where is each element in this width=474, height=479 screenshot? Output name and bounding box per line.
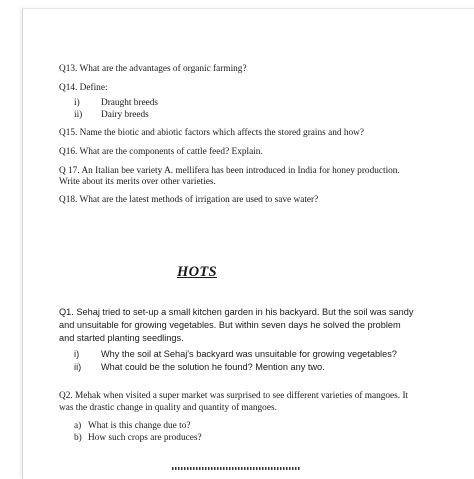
hots-q1-line: and unsuitable for growing vegetables. But within seven days he solved the problem — [59, 320, 401, 330]
list-item: Dairy breeds — [101, 110, 149, 120]
hots-q1-sub: What could be the solution he found? Mention any two. — [101, 362, 325, 372]
dotted-separator — [172, 467, 300, 470]
question-q16: Q16. What are the components of cattle feed? Explain. — [59, 147, 263, 157]
question-q13: Q13. What are the advantages of organic farming? — [59, 64, 247, 74]
hots-q2-sub: What is this change due to? — [88, 421, 191, 431]
question-q15: Q15. Name the biotic and abiotic factors which affects the stored grains and how? — [59, 128, 364, 138]
list-number: b) — [74, 433, 82, 443]
question-q18: Q18. What are the latest methods of irrigation are used to save water? — [59, 195, 319, 205]
question-q17-line1: Q 17. An Italian bee variety A. mellifera has been introduced in India for honey production. — [59, 166, 400, 176]
hots-q2-line: was the drastic change in quality and quantity of mangoes. — [59, 403, 277, 413]
list-number: i) — [74, 349, 80, 359]
hots-q1-line: Q1. Sehaj tried to set-up a small kitchen garden in his backyard. But the soil was sandy — [59, 307, 414, 317]
question-q14: Q14. Define: — [59, 83, 108, 93]
hots-q1-sub: Why the soil at Sehaj's backyard was unsuitable for growing vegetables? — [101, 349, 397, 359]
hots-q2-line: Q2. Mehak when visited a super market was surprised to see different varieties of mangoes. It — [59, 391, 409, 401]
hots-q1-line: and started planting seedlings. — [59, 333, 184, 343]
hots-heading: HOTS — [177, 264, 217, 280]
question-q17-line2: Write about its merits over other varieties. — [59, 177, 216, 187]
list-number: i) — [74, 98, 80, 108]
hots-q2-sub: How such crops are produces? — [88, 433, 202, 443]
list-number: a) — [74, 421, 82, 431]
list-number: ii) — [74, 362, 82, 372]
list-number: ii) — [74, 110, 83, 120]
list-item: Draught breeds — [101, 98, 159, 108]
